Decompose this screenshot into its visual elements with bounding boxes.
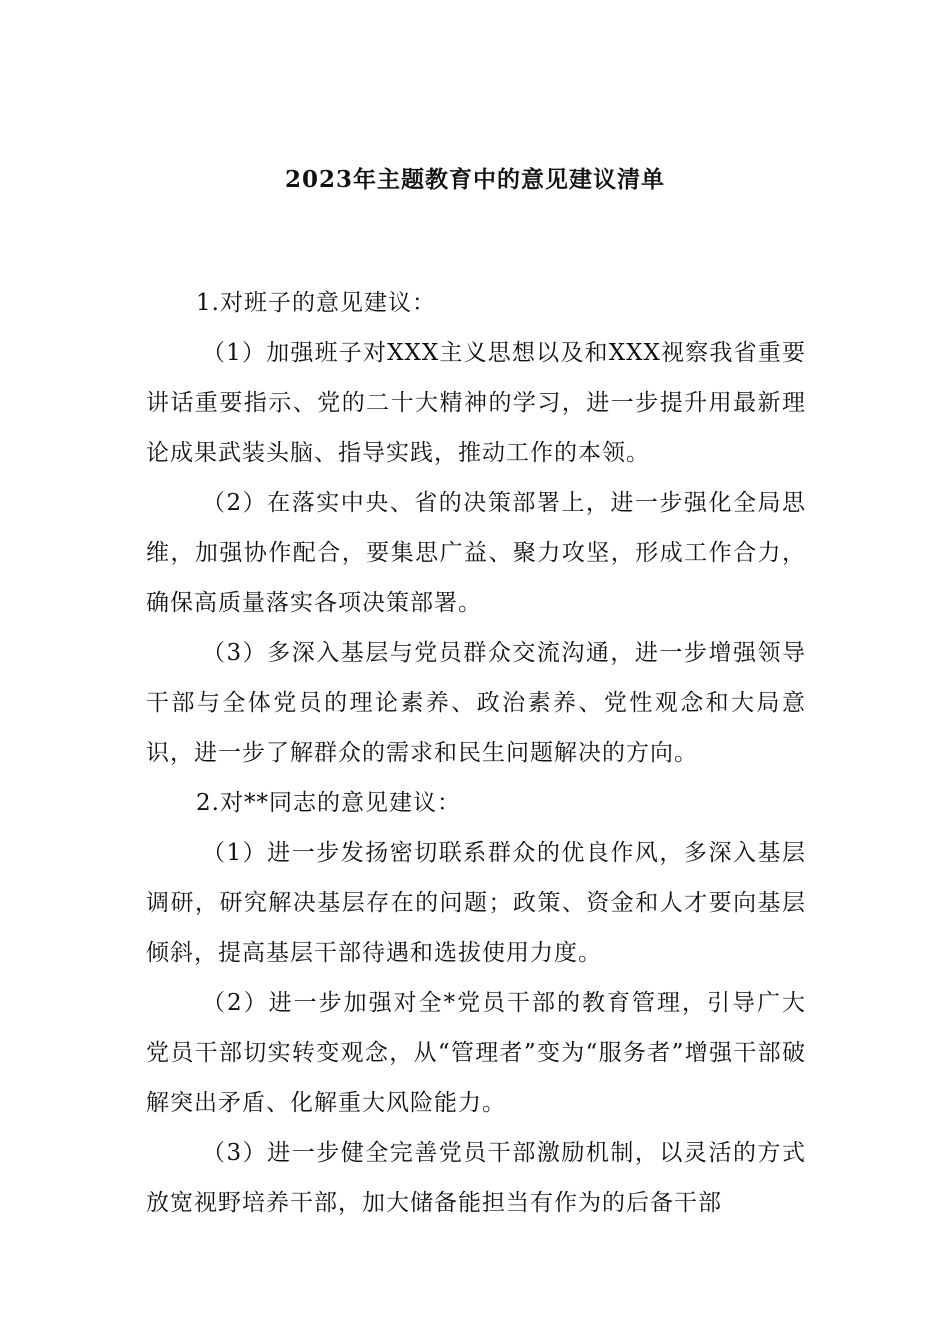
document-title: 2023年主题教育中的意见建议清单 [284, 166, 665, 193]
paragraph-1-2: （2）在落实中央、省的决策部署上，进一步强化全局思维，加强协作配合，要集思广益、聚力攻坚，形成工作合力，确保高质量落实各项决策部署。 [146, 490, 806, 616]
paragraph-2-3: （3）进一步健全完善党员干部激励机制，以灵活的方式放宽视野培养干部，加大储备能担当有作为的后备干部 [146, 1140, 806, 1216]
paragraph-2-1: （1）进一步发扬密切联系群众的优良作风，多深入基层调研，研究解决基层存在的问题；政策、资金和人才要向基层倾斜，提高基层干部待遇和选拔使用力度。 [146, 840, 806, 966]
paragraph-1-1: （1）加强班子对XXX主义思想以及和XXX视察我省重要讲话重要指示、党的二十大精神的学习，进一步提升用最新理论成果武装头脑、指导实践，推动工作的本领。 [146, 340, 806, 466]
paragraph-2-2: （2）进一步加强对全*党员干部的教育管理，引导广大党员干部切实转变观念，从“管理者”变为“服务者”增强干部破解突出矛盾、化解重大风险能力。 [146, 990, 806, 1116]
section-heading-1: 1.对班子的意见建议： [196, 290, 436, 316]
section-heading-2: 2.对**同志的意见建议： [196, 790, 461, 816]
paragraph-1-3: （3）多深入基层与党员群众交流沟通，进一步增强领导干部与全体党员的理论素养、政治素养、党性观念和大局意识，进一步了解群众的需求和民生问题解决的方向。 [146, 640, 806, 766]
document-body [146, 278, 806, 1228]
